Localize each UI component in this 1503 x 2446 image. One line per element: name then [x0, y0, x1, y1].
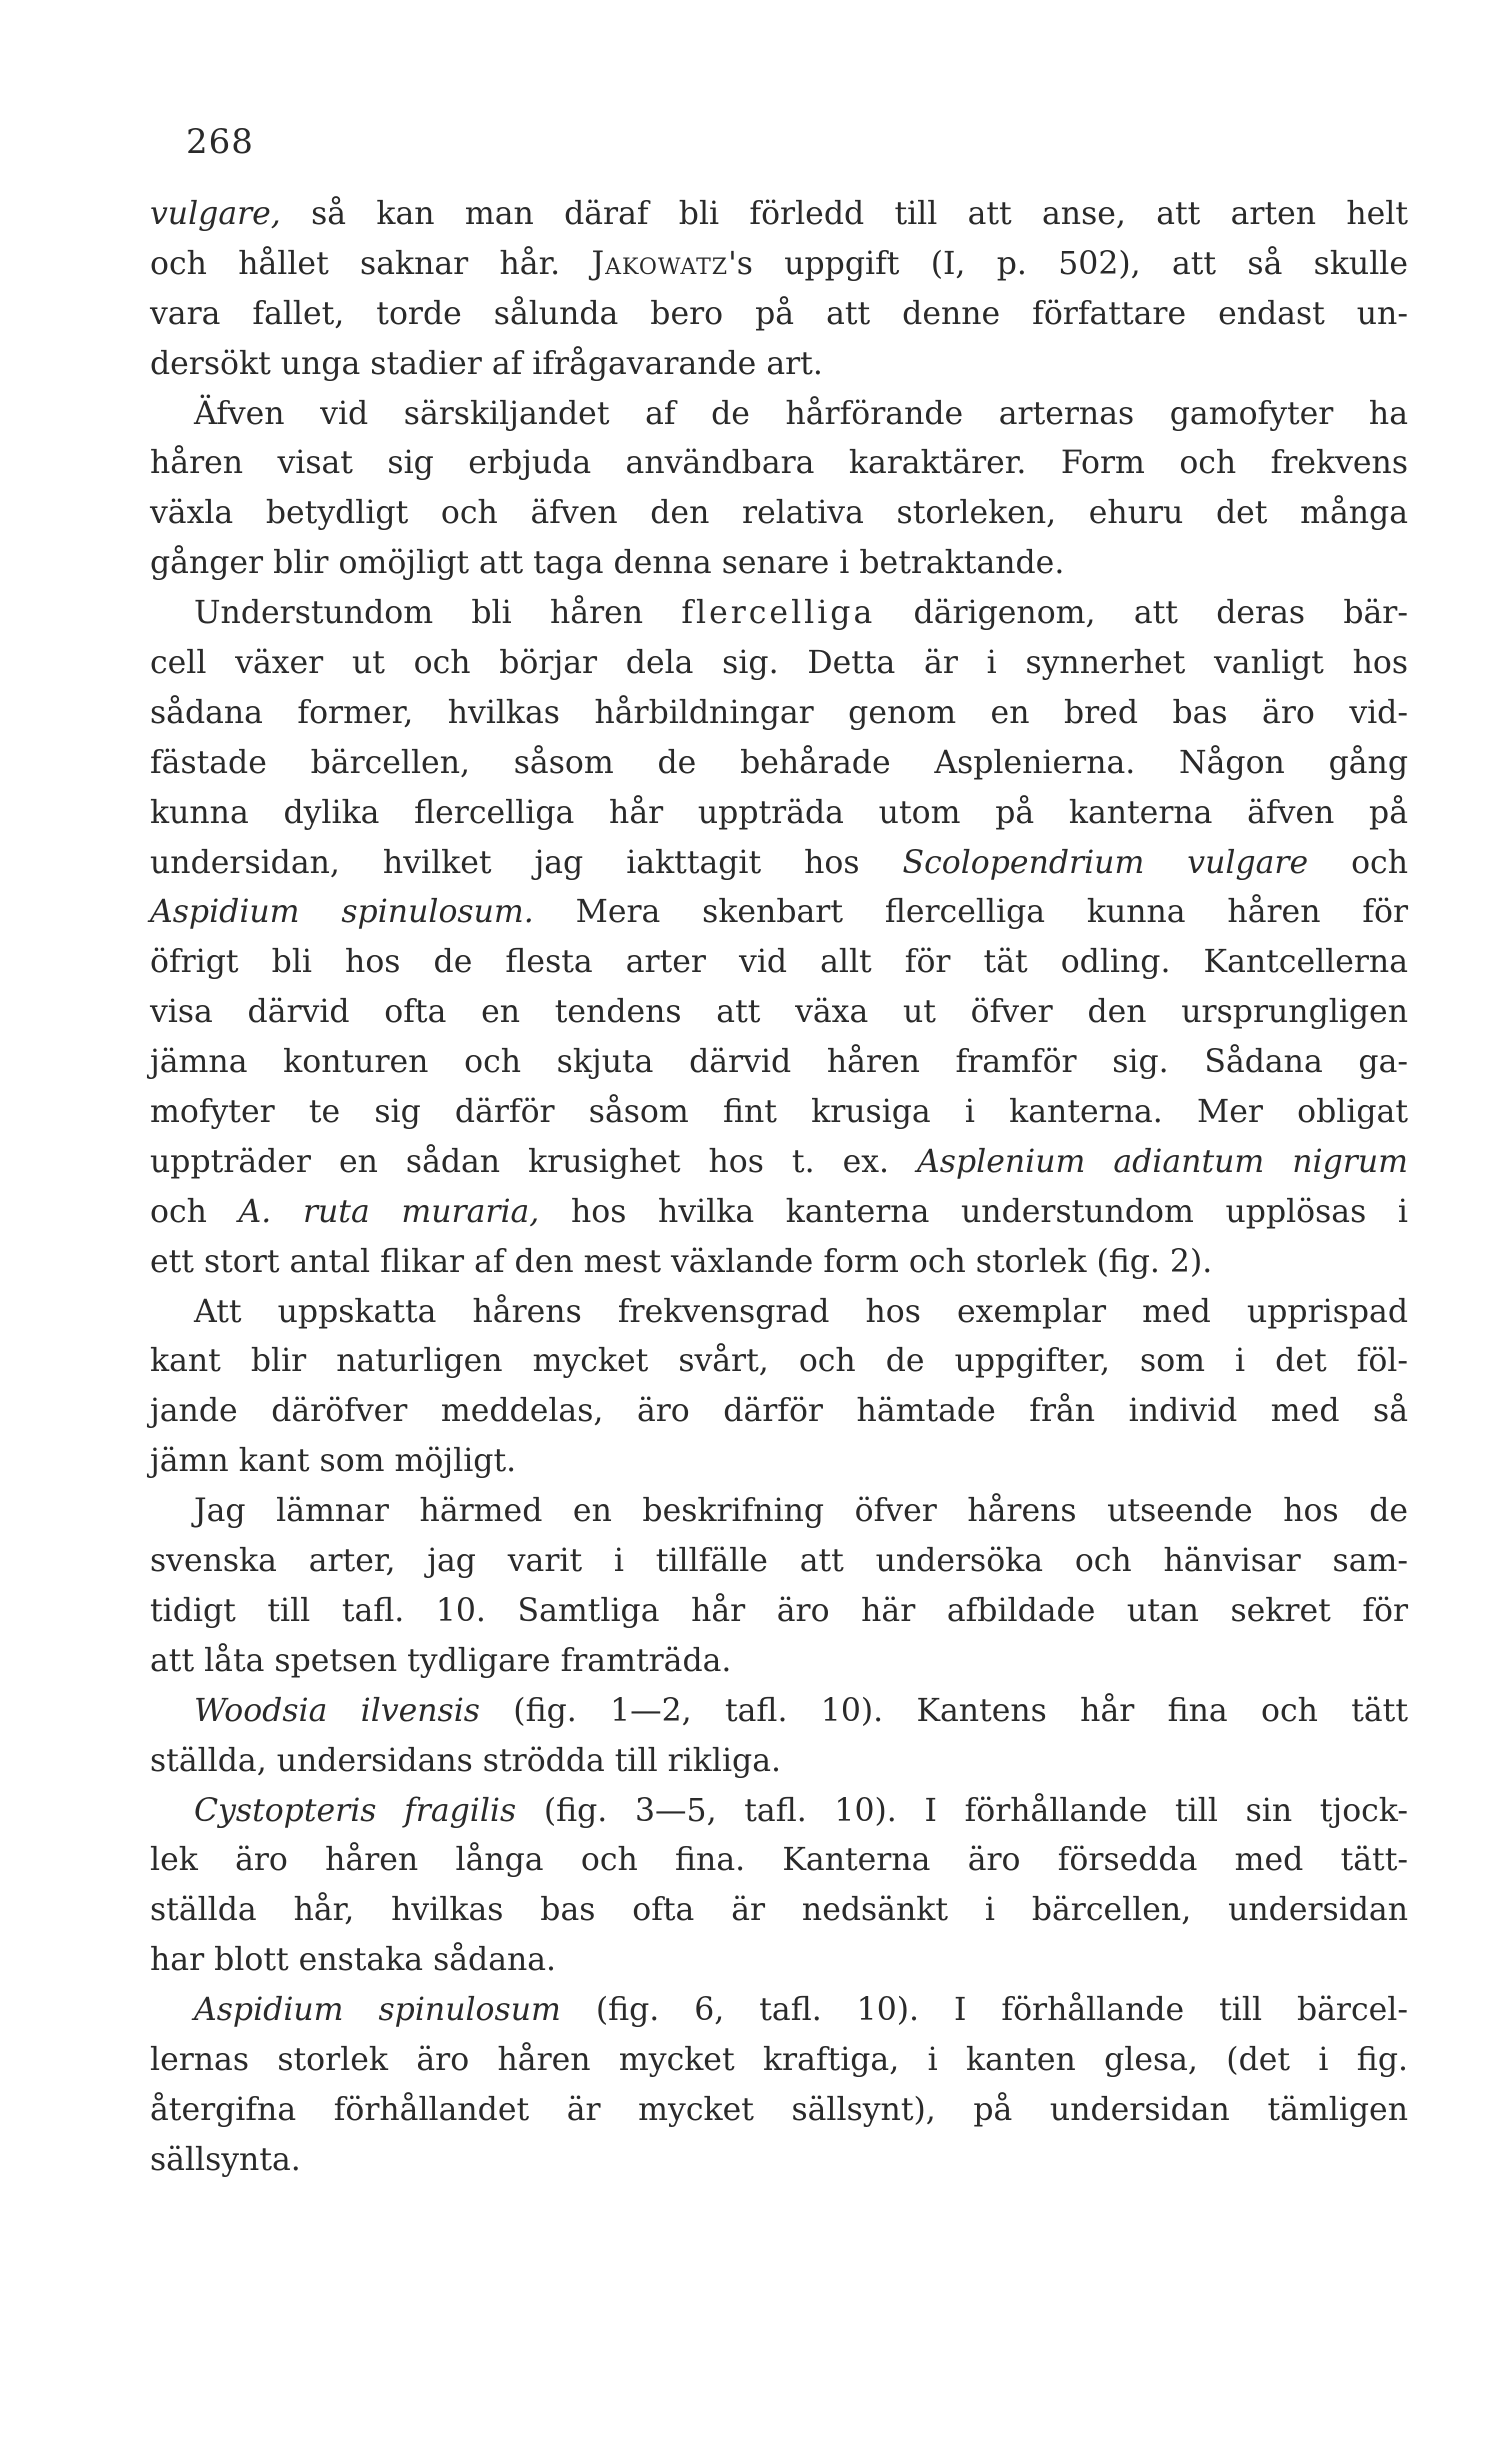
text-segment: därigenom, att deras bär- — [875, 595, 1408, 632]
text-line — [150, 1936, 1408, 1986]
text-segment: sällsynta. — [150, 2141, 301, 2178]
text-segment: växla betydligt och äfven den relativa storleken, ehuru det många — [150, 495, 1408, 532]
italic-text: A. ruta muraria, — [238, 1193, 540, 1230]
text-line — [150, 390, 1408, 440]
text-segment: (fig. 1—2, tafl. 10). Kantens hår fina och tätt — [479, 1692, 1408, 1729]
text-line — [150, 1836, 1408, 1886]
text-line — [150, 1787, 1408, 1837]
text-segment: vara fallet, torde sålunda bero på att denne författare endast un- — [150, 295, 1408, 332]
text-segment: dersökt unga stadier af ifrågavarande art. — [150, 345, 823, 382]
italic-text: Woodsia ilvensis — [194, 1692, 480, 1729]
text-segment: har blott enstaka sådana. — [150, 1942, 557, 1979]
italic-text: Aspidium spinulosum. — [150, 894, 534, 931]
text-segment: jämna konturen och skjuta därvid håren framför sig. Sådana ga- — [150, 1044, 1408, 1081]
text-line — [150, 489, 1408, 539]
text-line — [150, 689, 1408, 739]
text-segment: hos hvilka kanterna understundom upplösas i — [539, 1193, 1408, 1230]
text-segment: lek äro håren långa och fina. Kanterna äro försedda med tätt- — [150, 1842, 1408, 1879]
text-line — [150, 739, 1408, 789]
text-line — [150, 1387, 1408, 1437]
text-segment: jämn kant som möjligt. — [150, 1443, 517, 1480]
text-segment: svenska arter, jag varit i tillfälle att undersöka och hänvisar sam- — [150, 1543, 1408, 1580]
text-line — [150, 1737, 1408, 1787]
text-segment: Äfven vid särskiljandet af de hårförande arternas gamofyter ha — [194, 395, 1408, 432]
text-line — [150, 1337, 1408, 1387]
text-line — [150, 938, 1408, 988]
text-line — [150, 1188, 1408, 1238]
text-line — [150, 1587, 1408, 1637]
text-line — [150, 839, 1408, 889]
text-line — [150, 888, 1408, 938]
text-line — [150, 1288, 1408, 1338]
text-line — [150, 1238, 1408, 1288]
text-segment: Att uppskatta hårens frekvensgrad hos exemplar med upprispad — [194, 1293, 1408, 1330]
text-segment: att låta spetsen tydligare framträda. — [150, 1642, 732, 1679]
text-segment: sådana former, hvilkas hårbildningar genom en bred bas äro vid- — [150, 694, 1408, 731]
text-segment: kant blir naturligen mycket svårt, och de uppgifter, som i det föl- — [150, 1343, 1408, 1380]
text-segment: ett stort antal flikar af den mest växlande form och storlek (fig. 2). — [150, 1243, 1213, 1280]
text-segment: undersidan, hvilket jag iakttagit hos — [150, 844, 903, 881]
text-segment: och — [1308, 844, 1408, 881]
text-segment: ställda, undersidans strödda till rikliga. — [150, 1742, 781, 1779]
text-segment: lernas storlek äro håren mycket kraftiga, i kanten glesa, (det i fig. — [150, 2041, 1408, 2078]
italic-text: Asplenium adiantum nigrum — [917, 1143, 1409, 1180]
text-line — [150, 539, 1408, 589]
text-line — [150, 1637, 1408, 1687]
text-line — [150, 439, 1408, 489]
text-segment: cell växer ut och börjar dela sig. Detta är i synnerhet vanligt hos — [150, 645, 1408, 682]
text-line — [150, 1437, 1408, 1487]
text-segment: Jag lämnar härmed en beskrifning öfver hårens utseende hos de — [194, 1493, 1408, 1530]
text-segment: och hållet saknar hår. — [150, 245, 592, 282]
italic-text: vulgare, — [150, 196, 281, 232]
text-line — [150, 2036, 1408, 2086]
text-line — [150, 1687, 1408, 1737]
italic-text: Aspidium spinulosum — [194, 1992, 561, 2029]
text-line — [150, 988, 1408, 1038]
text-segment: öfrigt bli hos de flesta arter vid allt för tät odling. Kantcellerna — [150, 944, 1408, 981]
page-number: 268 — [186, 122, 254, 162]
text-line — [150, 1138, 1408, 1188]
text-line — [150, 1537, 1408, 1587]
text-line — [150, 639, 1408, 689]
text-segment: kunna dylika flercelliga hår uppträda utom på kanterna äfven på — [150, 794, 1408, 831]
small-caps-text: Jakowatz — [591, 245, 729, 282]
body-text — [150, 190, 1408, 2186]
text-line — [150, 789, 1408, 839]
text-segment: fästade bärcellen, såsom de behårade Asplenierna. Någon gång — [150, 744, 1408, 781]
text-line — [150, 1088, 1408, 1138]
text-line — [150, 589, 1408, 639]
text-segment: mofyter te sig därför såsom fint krusiga i kanterna. Mer obligat — [150, 1094, 1408, 1131]
text-line — [150, 290, 1408, 340]
text-line — [150, 1038, 1408, 1088]
spaced-text: flercelliga — [681, 595, 876, 632]
italic-text: Scolopendrium vulgare — [902, 844, 1309, 881]
text-line — [150, 190, 1408, 240]
text-line — [150, 1487, 1408, 1537]
text-segment: jande däröfver meddelas, äro därför hämtade från individ med så — [150, 1393, 1408, 1430]
text-segment: Understundom bli håren — [194, 595, 682, 632]
text-line — [150, 2136, 1408, 2186]
text-segment: så kan man däraf bli förledd till att anse, att arten helt — [280, 196, 1408, 232]
text-line — [150, 240, 1408, 290]
text-segment: håren visat sig erbjuda användbara karaktärer. Form och frekvens — [150, 445, 1408, 482]
text-segment: 's uppgift (I, p. 502), att så skulle — [728, 245, 1408, 282]
text-segment: och — [150, 1193, 239, 1230]
text-line — [150, 1986, 1408, 2036]
text-line — [150, 1886, 1408, 1936]
text-line — [150, 340, 1408, 390]
text-segment: visa därvid ofta en tendens att växa ut öfver den ursprungligen — [150, 994, 1408, 1031]
text-segment: återgifna förhållandet är mycket sällsynt), på undersidan tämligen — [150, 2091, 1408, 2128]
text-segment: tidigt till tafl. 10. Samtliga hår äro här afbildade utan sekret för — [150, 1592, 1408, 1629]
text-segment: gånger blir omöjligt att taga denna senare i betraktande. — [150, 545, 1065, 582]
text-segment: (fig. 3—5, tafl. 10). I förhållande till sin tjock- — [516, 1792, 1408, 1829]
text-segment: Mera skenbart flercelliga kunna håren för — [533, 894, 1408, 931]
text-segment: ställda hår, hvilkas bas ofta är nedsänkt i bärcellen, undersidan — [150, 1892, 1408, 1929]
text-line — [150, 2086, 1408, 2136]
italic-text: Cystopteris fragilis — [194, 1792, 517, 1829]
text-segment: (fig. 6, tafl. 10). I förhållande till bärcel- — [560, 1992, 1408, 2029]
text-segment: uppträder en sådan krusighet hos t. ex. — [150, 1143, 918, 1180]
